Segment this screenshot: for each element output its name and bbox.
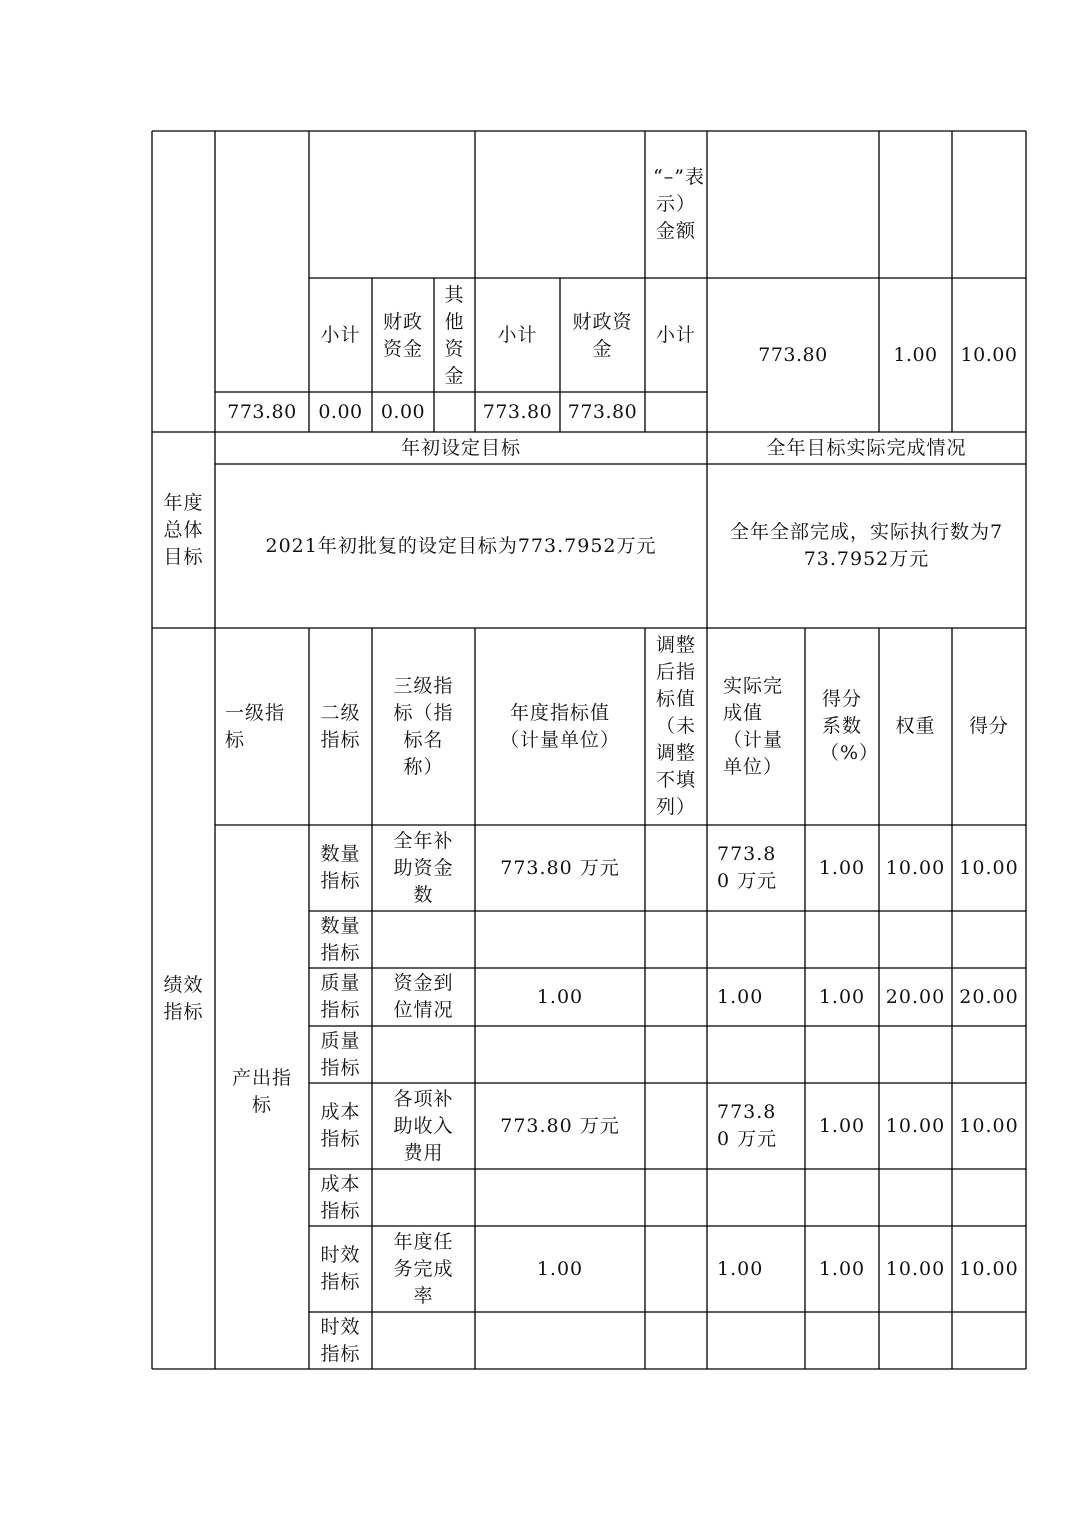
annual-goal-actual-header: 全年目标实际完成情况 [766,436,967,459]
level2-cell: 数量指标 [320,843,361,892]
header-level2: 二级指标 [320,701,361,751]
score-cell: 10.00 [959,856,1019,879]
score-cell [952,1169,1026,1226]
coefficient-cell: 1.00 [818,1257,866,1280]
funds-value-cell: 0.00 [380,400,426,423]
score-cell [952,911,1026,968]
actual-value-cell: 1.00 [717,1257,764,1280]
coefficient-cell [805,1312,879,1369]
funds-note-fragment: “–”表示）金额 [653,166,705,242]
funds-col-subtotal-2: 小计 [497,324,538,346]
coefficient-cell [805,1026,879,1083]
weight-cell: 20.00 [885,985,946,1008]
score-cell: 10.00 [959,1114,1019,1137]
funds-rate: 1.00 [893,344,938,366]
annual-value-cell [475,1169,645,1226]
level3-cell [372,911,475,968]
adjusted-value-cell [645,911,707,968]
adjusted-value-cell [645,1169,707,1226]
funds-col-other: 其他资金 [444,283,465,387]
header-level3: 三级指标（指标名称） [393,674,454,778]
level2-cell: 成本指标 [320,1172,361,1222]
funds-score: 10.00 [960,344,1018,366]
level2-cell: 成本指标 [320,1101,361,1150]
funds-value-cell [645,392,707,432]
header-level1: 一级指标 [225,701,286,751]
header-adjusted-value: 调整后指标值（未调整不填列） [655,634,696,818]
annual-goal-label: 年度总体目标 [163,491,204,568]
weight-cell [879,911,952,968]
annual-value-cell: 773.80 万元 [500,1114,620,1137]
adjusted-value-cell [645,1312,707,1369]
score-cell: 20.00 [959,985,1019,1008]
funds-col-subtotal-3: 小计 [655,324,696,346]
level2-cell: 时效指标 [320,1244,361,1293]
annual-value-cell [475,1026,645,1083]
funds-value-cell: 773.80 [567,400,638,423]
annual-value-cell [475,1312,645,1369]
score-cell [952,1026,1026,1083]
weight-cell [879,1169,952,1226]
coefficient-cell [805,911,879,968]
funds-value-cell: 773.80 [482,400,553,423]
actual-value-cell [707,1026,805,1083]
level3-cell [372,1169,475,1226]
annual-goal-planned-text: 2021年初批复的设定目标为773.7952万元 [265,534,657,557]
weight-cell: 10.00 [885,1114,946,1137]
annual-value-cell: 1.00 [536,1257,584,1280]
header-actual-value: 实际完成值（计量单位） [723,674,784,778]
actual-value-cell: 773.80 万元 [717,1101,778,1150]
level3-cell: 资金到位情况 [393,972,454,1021]
funds-value-cell: 773.80 [227,400,297,423]
level3-cell: 各项补助收入费用 [393,1087,454,1164]
adjusted-value-cell [645,1226,707,1312]
weight-cell: 10.00 [885,1257,946,1280]
annual-value-cell: 773.80 万元 [500,856,620,879]
level2-cell: 时效指标 [320,1315,361,1365]
level1-output-indicator: 产出指标 [231,1067,292,1116]
funds-col-subtotal-1: 小计 [320,324,361,346]
level3-cell [372,1026,475,1083]
level3-cell: 全年补助资金数 [393,829,454,906]
adjusted-value-cell [645,968,707,1026]
annual-value-cell: 1.00 [536,985,584,1008]
level2-cell: 数量指标 [320,914,361,964]
score-cell [952,1312,1026,1369]
adjusted-value-cell [645,1026,707,1083]
funds-value-cell [434,392,475,432]
adjusted-value-cell [645,1083,707,1169]
header-weight: 权重 [895,715,936,737]
coefficient-cell: 1.00 [818,1114,866,1137]
coefficient-cell: 1.00 [818,856,866,879]
level2-cell: 质量指标 [320,1029,361,1079]
funds-total-value: 773.80 [758,344,828,366]
annual-goal-actual-text: 全年全部完成，实际执行数为773.7952万元 [729,521,1004,570]
level3-cell: 年度任务完成率 [393,1230,454,1307]
annual-goal-planned-header: 年初设定目标 [400,436,521,459]
level2-cell: 质量指标 [320,972,361,1021]
actual-value-cell: 1.00 [717,985,764,1008]
adjusted-value-cell [645,825,707,911]
actual-value-cell [707,1312,805,1369]
coefficient-cell [805,1169,879,1226]
coefficient-cell: 1.00 [818,985,866,1008]
level3-cell [372,1312,475,1369]
funds-value-cell: 0.00 [318,400,363,423]
actual-value-cell [707,911,805,968]
header-coefficient: 得分系数（%） [820,688,879,764]
weight-cell [879,1312,952,1369]
funds-col-fiscal-2: 财政资金 [572,310,633,360]
actual-value-cell: 773.80 万元 [717,843,778,892]
indicators-label: 绩效指标 [163,973,204,1023]
funds-col-fiscal-1: 财政资金 [382,310,423,360]
actual-value-cell [707,1169,805,1226]
header-score: 得分 [968,715,1009,737]
weight-cell: 10.00 [885,856,946,879]
header-annual-value: 年度指标值（计量单位） [499,701,620,751]
score-cell: 10.00 [959,1257,1019,1280]
weight-cell [879,1026,952,1083]
annual-value-cell [475,911,645,968]
